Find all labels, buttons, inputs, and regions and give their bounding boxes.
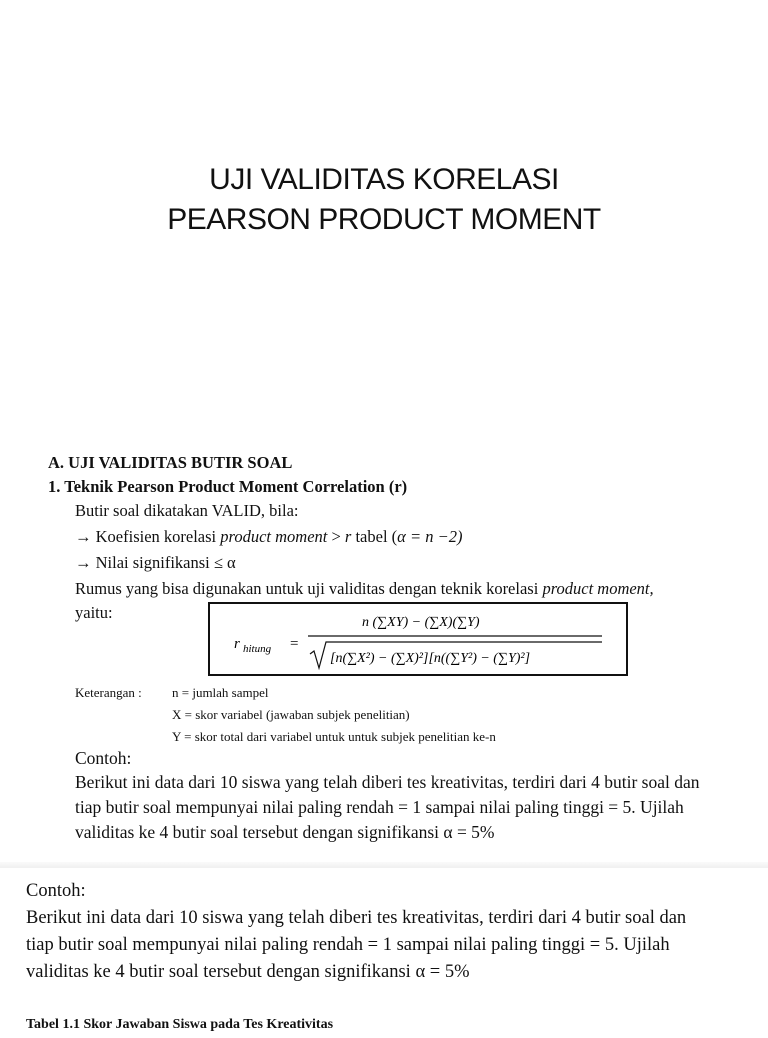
formula-lhs-sub: hitung bbox=[243, 643, 272, 655]
condition-1-post: tabel ( bbox=[351, 527, 398, 546]
formula-box bbox=[208, 602, 628, 676]
formula-svg bbox=[210, 604, 626, 674]
rumus-em: product moment, bbox=[542, 579, 654, 598]
contoh2-line-2: tiap butir soal mempunyai nilai paling rendah = 1 sampai nilai paling tinggi = 5. Ujilah bbox=[26, 935, 670, 955]
condition-1-em: product moment bbox=[220, 527, 328, 546]
condition-1-tail: α = n −2) bbox=[397, 527, 463, 546]
contoh-line-2: tiap butir soal mempunyai nilai paling rendah = 1 sampai nilai paling tinggi = 5. Ujilah bbox=[75, 797, 684, 817]
slide-title bbox=[0, 160, 768, 240]
rumus-pre: Rumus yang bisa digunakan untuk uji validitas dengan teknik korelasi bbox=[75, 579, 543, 598]
section-divider bbox=[0, 862, 768, 868]
contoh2-line-3: validitas ke 4 butir soal tersebut dengan signifikansi α = 5% bbox=[26, 962, 470, 982]
contoh-line-1: Berikut ini data dari 10 siswa yang telah diberi tes kreativitas, terdiri dari 4 butir soal dan bbox=[75, 772, 700, 792]
item-heading: 1. Teknik Pearson Product Moment Correlation (r) bbox=[48, 477, 408, 496]
condition-1-pre: → Koefisien korelasi bbox=[75, 527, 221, 546]
keterangan-y: Y = skor total dari variabel untuk untuk subjek penelitian ke-n bbox=[172, 729, 496, 744]
formula-numerator: n (∑XY) − (∑X)(∑Y) bbox=[362, 615, 480, 630]
contoh2-heading: Contoh: bbox=[26, 881, 86, 901]
formula-denominator: [n(∑X²) − (∑X)²][n((∑Y²) − (∑Y)²] bbox=[330, 651, 531, 666]
slide-title-line1: UJI VALIDITAS KORELASI bbox=[209, 163, 559, 196]
rumus-text bbox=[75, 578, 654, 600]
keterangan-label: Keterangan : bbox=[75, 685, 142, 700]
contoh2-line-1: Berikut ini data dari 10 siswa yang telah diberi tes kreativitas, terdiri dari 4 butir soal dan bbox=[26, 908, 687, 928]
formula-lhs: r bbox=[234, 636, 240, 652]
keterangan-n: n = jumlah sampel bbox=[172, 685, 269, 700]
section-heading: A. UJI VALIDITAS BUTIR SOAL bbox=[48, 453, 293, 472]
yaitu-label: yaitu: bbox=[75, 603, 113, 622]
condition-2: → Nilai signifikansi ≤ α bbox=[75, 553, 236, 572]
contoh-heading: Contoh: bbox=[75, 748, 132, 768]
contoh-line-3: validitas ke 4 butir soal tersebut dengan signifikansi α = 5% bbox=[75, 822, 495, 842]
condition-1-r: r bbox=[344, 527, 352, 546]
table-caption: Tabel 1.1 Skor Jawaban Siswa pada Tes Kreativitas bbox=[26, 1017, 334, 1032]
keterangan-x: X = skor variabel (jawaban subjek penelitian) bbox=[172, 707, 410, 722]
condition-1 bbox=[75, 526, 462, 548]
formula-eq: = bbox=[290, 636, 299, 652]
slide-title-line2: PEARSON PRODUCT MOMENT bbox=[167, 203, 601, 236]
valid-intro: Butir soal dikatakan VALID, bila: bbox=[75, 501, 299, 520]
condition-1-mid: > bbox=[327, 527, 345, 546]
